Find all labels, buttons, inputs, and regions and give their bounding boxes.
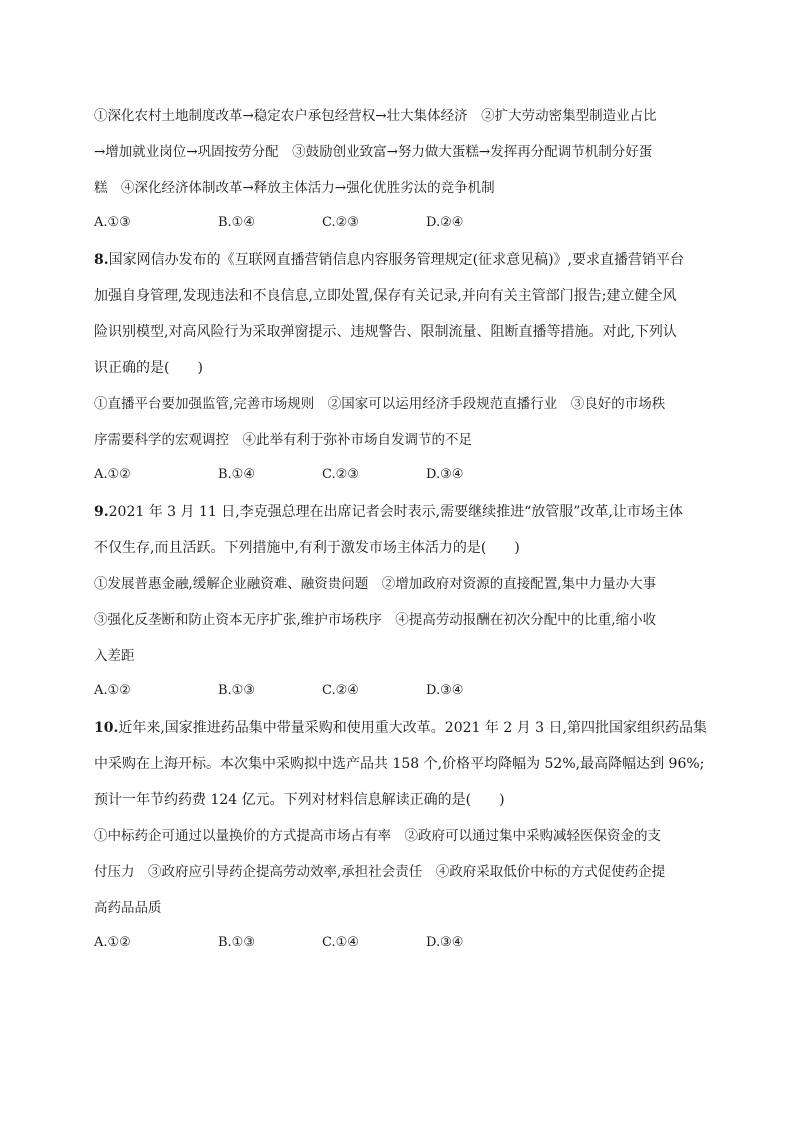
q8-stem-text: 国家网信办发布的《互联网直播营销信息内容服务管理规定(征求意见稿)》,要求直播营销平台: [108, 252, 684, 268]
q8-stem-line: 加强自身管理,发现违法和不良信息,立即处置,保存有关记录,并向有关主管部门报告;建立健全风: [94, 288, 677, 304]
q8-option-c[interactable]: C.②③: [322, 467, 359, 482]
q8-stem-line: 识正确的是( ): [94, 360, 203, 376]
q9-statement-line: ①发展普惠金融,缓解企业融资难、融资贵问题 ②增加政府对资源的直接配置,集中力量办大事: [94, 576, 657, 592]
q8-option-d[interactable]: D.③④: [426, 467, 464, 482]
q8-stem-line: [94, 251, 714, 269]
q10-option-a[interactable]: A.①②: [94, 935, 131, 950]
q7-option-a[interactable]: A.①③: [94, 215, 131, 230]
q7-statement-line: →增加就业岗位→巩固按劳分配 ③鼓励创业致富→努力做大蛋糕→发挥再分配调节机制分好蛋: [94, 144, 653, 160]
q7-option-c[interactable]: C.②③: [322, 215, 359, 230]
q7-option-d[interactable]: D.②④: [426, 215, 464, 230]
q9-stem-text: 2021 年 3 月 11 日,李克强总理在出席记者会时表示,需要继续推进“放管服”改革,让市场主体: [108, 504, 683, 520]
q10-statement-line: 付压力 ③政府应引导药企提高劳动效率,承担社会责任 ④政府采取低价中标的方式促使药企提: [94, 864, 666, 880]
q8-number: 8.: [94, 252, 109, 268]
q9-statement-line: 入差距: [94, 648, 135, 664]
q10-option-c[interactable]: C.①④: [322, 935, 359, 950]
q10-stem-line: 中采购在上海开标。本次集中采购拟中选产品共 158 个,价格平均降幅为 52%,最高降幅达到 96%;: [94, 756, 705, 772]
q8-stem-line: 险识别模型,对高风险行为采取弹窗提示、违规警告、限制流量、阻断直播等措施。对此,下列认: [94, 324, 677, 340]
q9-option-b[interactable]: B.①③: [218, 683, 255, 698]
q8-option-b[interactable]: B.①④: [218, 467, 255, 482]
q9-statement-line: ③强化反垄断和防止资本无序扩张,维护市场秩序 ④提高劳动报酬在初次分配中的比重,缩小收: [94, 612, 657, 628]
q10-option-b[interactable]: B.①③: [218, 935, 255, 950]
q9-stem-line: 不仅生存,而且活跃。下列措施中,有利于激发市场主体活力的是( ): [94, 540, 520, 556]
q7-option-b[interactable]: B.①④: [218, 215, 255, 230]
q8-option-a[interactable]: A.①②: [94, 467, 131, 482]
q10-number: 10.: [94, 720, 119, 736]
q10-stem-line: 预计一年节约药费 124 亿元。下列对材料信息解读正确的是( ): [94, 792, 505, 808]
q10-options: [94, 935, 694, 953]
q10-statement-line: 高药品品质: [94, 900, 162, 916]
q9-options: [94, 683, 694, 701]
q9-option-c[interactable]: C.②④: [322, 683, 359, 698]
q9-option-a[interactable]: A.①②: [94, 683, 131, 698]
q7-statement-line: 糕 ④深化经济体制改革→释放主体活力→强化优胜劣汰的竞争机制: [94, 180, 495, 196]
q10-stem-text: 近年来,国家推进药品集中带量采购和使用重大改革。2021 年 2 月 3 日,第四批国家组织药品集: [118, 720, 707, 736]
q10-statement-line: ①中标药企可通过以量换价的方式提高市场占有率 ②政府可以通过集中采购减轻医保资金的支: [94, 828, 661, 844]
q7-options: [94, 215, 694, 233]
q10-stem-line: [94, 719, 714, 737]
q8-statement-line: ①直播平台要加强监管,完善市场规则 ②国家可以运用经济手段规范直播行业 ③良好的市场秩: [94, 396, 666, 412]
q10-option-d[interactable]: D.③④: [426, 935, 464, 950]
q9-stem-line: [94, 503, 714, 521]
q7-statement-line: ①深化农村土地制度改革→稳定农户承包经营权→壮大集体经济 ②扩大劳动密集型制造业占比: [94, 108, 657, 124]
q8-statement-line: 序需要科学的宏观调控 ④此举有利于弥补市场自发调节的不足: [94, 432, 472, 448]
q8-options: [94, 467, 694, 485]
q9-number: 9.: [94, 504, 109, 520]
q9-option-d[interactable]: D.③④: [426, 683, 464, 698]
